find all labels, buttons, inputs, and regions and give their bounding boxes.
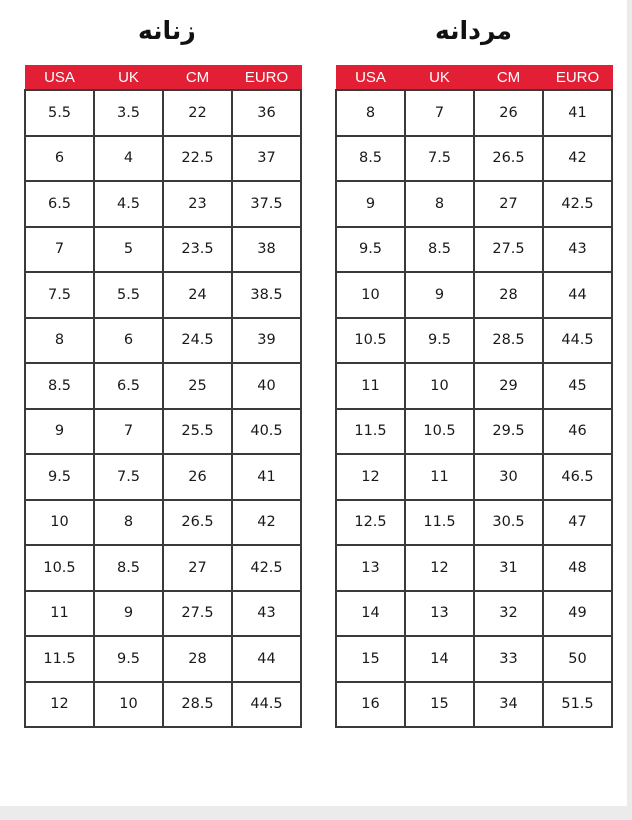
table-row — [25, 181, 301, 227]
table-cell: 10.5 — [336, 318, 405, 364]
table-cell: 9.5 — [94, 636, 163, 682]
table-cell: 28 — [163, 636, 232, 682]
table-cell: 29.5 — [474, 409, 543, 455]
men-header-row — [336, 65, 612, 90]
table-cell: 13 — [405, 591, 474, 637]
table-cell: 10.5 — [25, 545, 94, 591]
table-cell: 27.5 — [474, 227, 543, 273]
table-cell: 8.5 — [405, 227, 474, 273]
table-row — [336, 227, 612, 273]
table-cell: 14 — [336, 591, 405, 637]
table-cell: 10.5 — [405, 409, 474, 455]
table-row — [336, 363, 612, 409]
table-row — [25, 636, 301, 682]
table-row — [336, 454, 612, 500]
table-cell: 4.5 — [94, 181, 163, 227]
table-row — [25, 500, 301, 546]
table-cell: 5.5 — [94, 272, 163, 318]
table-cell: 8 — [405, 181, 474, 227]
table-cell: 5 — [94, 227, 163, 273]
table-cell: 22.5 — [163, 136, 232, 182]
table-cell: 41 — [543, 90, 612, 136]
men-table-body — [336, 90, 612, 727]
table-cell: 9 — [336, 181, 405, 227]
table-cell: 34 — [474, 682, 543, 728]
table-cell: 12 — [405, 545, 474, 591]
table-cell: 27.5 — [163, 591, 232, 637]
table-cell: 46.5 — [543, 454, 612, 500]
table-cell: 6 — [94, 318, 163, 364]
table-cell: 8 — [25, 318, 94, 364]
table-cell: 32 — [474, 591, 543, 637]
table-cell: 8.5 — [94, 545, 163, 591]
table-cell: 10 — [94, 682, 163, 728]
table-cell: 7.5 — [25, 272, 94, 318]
table-row — [336, 181, 612, 227]
table-row — [25, 363, 301, 409]
table-cell: 26.5 — [474, 136, 543, 182]
table-cell: 40 — [232, 363, 301, 409]
table-cell: 6.5 — [25, 181, 94, 227]
table-cell: 27 — [474, 181, 543, 227]
table-row — [336, 545, 612, 591]
table-cell: 4 — [94, 136, 163, 182]
table-cell: 12.5 — [336, 500, 405, 546]
table-cell: 8 — [94, 500, 163, 546]
table-cell: 50 — [543, 636, 612, 682]
men-size-table — [335, 65, 613, 728]
table-cell: 6 — [25, 136, 94, 182]
table-cell: 24 — [163, 272, 232, 318]
table-cell: 9.5 — [336, 227, 405, 273]
table-cell: 14 — [405, 636, 474, 682]
table-cell: 43 — [543, 227, 612, 273]
table-row — [336, 682, 612, 728]
table-cell: 43 — [232, 591, 301, 637]
men-col-uk: UK — [405, 65, 474, 90]
table-cell: 7 — [94, 409, 163, 455]
table-cell: 49 — [543, 591, 612, 637]
table-cell: 23 — [163, 181, 232, 227]
table-cell: 7 — [25, 227, 94, 273]
women-col-uk: UK — [94, 65, 163, 90]
table-row — [336, 90, 612, 136]
table-cell: 7.5 — [94, 454, 163, 500]
table-cell: 12 — [336, 454, 405, 500]
table-cell: 42.5 — [232, 545, 301, 591]
table-row — [25, 591, 301, 637]
table-cell: 41 — [232, 454, 301, 500]
women-col-cm: CM — [163, 65, 232, 90]
table-cell: 9.5 — [25, 454, 94, 500]
table-cell: 9.5 — [405, 318, 474, 364]
table-cell: 30 — [474, 454, 543, 500]
table-cell: 23.5 — [163, 227, 232, 273]
table-cell: 47 — [543, 500, 612, 546]
table-cell: 39 — [232, 318, 301, 364]
table-cell: 44 — [232, 636, 301, 682]
men-col-euro: EURO — [543, 65, 612, 90]
table-cell: 48 — [543, 545, 612, 591]
table-cell: 10 — [336, 272, 405, 318]
table-cell: 26 — [474, 90, 543, 136]
table-cell: 9 — [25, 409, 94, 455]
table-row — [336, 636, 612, 682]
table-row — [25, 318, 301, 364]
table-cell: 25.5 — [163, 409, 232, 455]
table-cell: 11 — [405, 454, 474, 500]
table-cell: 7 — [405, 90, 474, 136]
table-row — [25, 272, 301, 318]
table-row — [336, 409, 612, 455]
table-row — [25, 545, 301, 591]
table-cell: 27 — [163, 545, 232, 591]
table-row — [25, 682, 301, 728]
table-cell: 11 — [336, 363, 405, 409]
table-row — [25, 90, 301, 136]
men-col-cm: CM — [474, 65, 543, 90]
table-row — [336, 136, 612, 182]
table-cell: 37 — [232, 136, 301, 182]
table-cell: 28.5 — [163, 682, 232, 728]
table-cell: 42 — [543, 136, 612, 182]
women-col-euro: EURO — [232, 65, 301, 90]
table-cell: 46 — [543, 409, 612, 455]
table-cell: 30.5 — [474, 500, 543, 546]
table-cell: 12 — [25, 682, 94, 728]
table-cell: 8 — [336, 90, 405, 136]
table-cell: 11.5 — [25, 636, 94, 682]
table-cell: 37.5 — [232, 181, 301, 227]
table-cell: 10 — [405, 363, 474, 409]
table-cell: 3.5 — [94, 90, 163, 136]
table-cell: 44.5 — [543, 318, 612, 364]
table-cell: 51.5 — [543, 682, 612, 728]
table-cell: 8.5 — [336, 136, 405, 182]
women-header-row — [25, 65, 301, 90]
table-row — [336, 272, 612, 318]
table-cell: 7.5 — [405, 136, 474, 182]
table-cell: 29 — [474, 363, 543, 409]
table-cell: 42.5 — [543, 181, 612, 227]
table-cell: 38.5 — [232, 272, 301, 318]
table-row — [25, 454, 301, 500]
table-cell: 13 — [336, 545, 405, 591]
table-cell: 11.5 — [336, 409, 405, 455]
men-col-usa: USA — [336, 65, 405, 90]
table-cell: 44 — [543, 272, 612, 318]
table-cell: 16 — [336, 682, 405, 728]
table-cell: 11 — [25, 591, 94, 637]
table-cell: 28 — [474, 272, 543, 318]
table-cell: 36 — [232, 90, 301, 136]
table-cell: 15 — [405, 682, 474, 728]
table-cell: 28.5 — [474, 318, 543, 364]
table-cell: 6.5 — [94, 363, 163, 409]
table-cell: 9 — [405, 272, 474, 318]
table-cell: 9 — [94, 591, 163, 637]
table-cell: 33 — [474, 636, 543, 682]
table-cell: 24.5 — [163, 318, 232, 364]
men-title: مردانه — [435, 16, 512, 45]
table-row — [25, 136, 301, 182]
women-size-table — [24, 65, 302, 728]
table-cell: 11.5 — [405, 500, 474, 546]
table-cell: 42 — [232, 500, 301, 546]
table-cell: 5.5 — [25, 90, 94, 136]
women-col-usa: USA — [25, 65, 94, 90]
table-row — [336, 318, 612, 364]
table-cell: 15 — [336, 636, 405, 682]
table-row — [336, 591, 612, 637]
table-cell: 31 — [474, 545, 543, 591]
table-row — [25, 409, 301, 455]
table-cell: 22 — [163, 90, 232, 136]
women-table-body — [25, 90, 301, 727]
table-cell: 10 — [25, 500, 94, 546]
table-cell: 8.5 — [25, 363, 94, 409]
table-cell: 40.5 — [232, 409, 301, 455]
table-cell: 45 — [543, 363, 612, 409]
table-row — [336, 500, 612, 546]
table-cell: 44.5 — [232, 682, 301, 728]
table-cell: 26 — [163, 454, 232, 500]
table-row — [25, 227, 301, 273]
table-cell: 25 — [163, 363, 232, 409]
table-cell: 38 — [232, 227, 301, 273]
table-cell: 26.5 — [163, 500, 232, 546]
women-title: زنانه — [138, 16, 196, 45]
